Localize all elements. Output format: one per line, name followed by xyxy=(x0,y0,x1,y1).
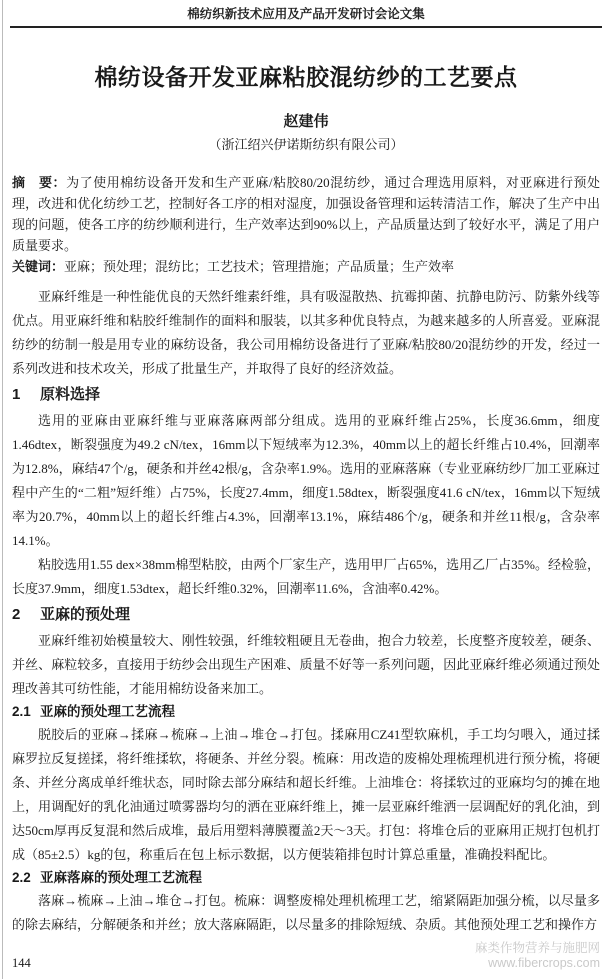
section-title: 原料选择 xyxy=(40,385,101,403)
page-footer xyxy=(12,941,600,971)
keywords-text: 亚麻；预处理；混纺比；工艺技术；管理措施；产品质量；生产效率 xyxy=(64,258,455,274)
subsection-number: 2.2 xyxy=(12,869,31,885)
paper-title: 棉纺设备开发亚麻粘胶混纺纱的工艺要点 xyxy=(94,63,518,90)
abstract-label: 摘 要： xyxy=(12,174,67,190)
section-number: 1 xyxy=(12,385,21,403)
abstract xyxy=(12,172,600,256)
intro-paragraph: 亚麻纤维是一种性能优良的天然纤维素纤维，具有吸湿散热、抗霉抑菌、抗静电防污、防紫外线等优点。用亚麻纤维和粘胶纤维制作的面料和服装，以其多种优良特点，为越来越多的人所喜爱。亚麻混纺纱的纺制一般是用专业的麻纺设备，我公司用棉纺设备进行了亚麻/粘胶80/20混纺纱的开发，经过一系列改进和技术攻关，形成了批量生产，并取得了良好的经济效益。 xyxy=(12,288,600,376)
body-text xyxy=(12,285,600,937)
page-left-edge xyxy=(2,0,3,979)
page-number: 144 xyxy=(12,955,31,970)
paragraph: 亚麻纤维初始模量较大、刚性较强，纤维较粗硬且无卷曲，抱合力较差，长度整齐度较差，硬条、并丝、麻粒较多，直接用于纺纱会出现生产困难、质量不好等一系列问题，因此亚麻纤维必须通过预处理改善其可纺性能，才能用棉纺设备来加工。 xyxy=(12,632,600,696)
paragraph: 落麻→梳麻→上油→堆仓→打包。梳麻：调整废棉处理机梳理工艺，缩紧隔距加强分梳，以尽量多的除去麻结，分解硬条和并丝；放大落麻隔距，以尽量多的排除短绒、杂质。其他预处理工艺和操作方 xyxy=(12,892,600,932)
subsection-title: 亚麻落麻的预处理工艺流程 xyxy=(40,869,202,885)
section-number: 2 xyxy=(12,605,21,623)
paragraph: 选用的亚麻由亚麻纤维与亚麻落麻两部分组成。选用的亚麻纤维占25%，长度36.6mm，细度1.46dtex，断裂强度为49.2 cN/tex，16mm以下短绒率为12.3%，40mm以上的超长纤维占10.4%，回潮率为12.8%，麻结47个/g，硬条和并丝42根/g，含杂率1.9%。选用的亚麻落麻（专业亚麻纺纱厂加工亚麻过程中产生的“二粗”短纤维）占75%，长度27.4mm，细度1.58dtex，断裂强度41.6 cN/tex，16mm以下短绒率为20.7%，40mm以上的超长纤维占4.3%，回潮率13.1%，麻结486个/g，硬条和并丝11根/g，含杂率14.1%。 xyxy=(12,412,600,548)
abstract-text: 为了使用棉纺设备开发和生产亚麻/粘胶80/20混纺纱，通过合理选用原料，对亚麻进行预处理，改进和优化纺纱工艺，控制好各工序的相对湿度，加强设备管理和运转清洁工作，解决了生产中出现的问题，使各工序的纺纱顺利进行，生产效率达到90%以上，产品质量达到了较好水平，满足了用户质量要求。 xyxy=(12,174,600,253)
section-heading-1 xyxy=(12,381,600,409)
paragraph: 脱胶后的亚麻→揉麻→梳麻→上油→堆仓→打包。揉麻用CZ41型软麻机，手工均匀喂入，通过揉麻罗拉反复搓揉，将纤维揉软，将硬条、并丝分裂。梳麻：用改造的废棉处理梳理机进行预分梳，将硬条、并丝分离成单纤维状态，同时除去部分麻结和超长纤维。上油堆仓：将揉软过的亚麻均匀的摊在地上，用调配好的乳化油通过喷雾器均匀的洒在亚麻纤维上，摊一层亚麻纤维洒一层调配好的乳化油，到达50cm厚再反复混和然后成堆，最后用塑料薄膜覆盖2天～3天。打包：将堆仓后的亚麻用正规打包机打成（85±2.5）kg的包，称重后在包上标示数据，以方便装箱排包时计算总重量，准确投料配比。 xyxy=(12,726,600,862)
author: 赵建伟 xyxy=(283,113,329,130)
subsection-heading-2-1 xyxy=(12,701,600,723)
subsection-heading-2-2 xyxy=(12,867,600,889)
section-title: 亚麻的预处理 xyxy=(40,605,131,623)
subsection-number: 2.1 xyxy=(12,703,31,719)
paragraph: 粘胶选用1.55 dex×38mm棉型粘胶，由两个厂家生产，选用甲厂占65%，选用乙厂占35%。经检验，长度37.9mm，细度1.53dtex，超长纤维0.32%，回潮率11.6%，含油率0.42%。 xyxy=(12,556,600,596)
watermark-line-2: www.fibercrops.com xyxy=(488,955,600,970)
watermark xyxy=(475,941,600,971)
subsection-title: 亚麻的预处理工艺流程 xyxy=(40,703,175,719)
header-rule xyxy=(10,26,602,28)
keywords-label: 关键词： xyxy=(12,258,65,274)
section-heading-2 xyxy=(12,601,600,629)
running-header: 棉纺织新技术应用及产品开发研讨会论文集 xyxy=(187,7,425,21)
keywords xyxy=(12,256,600,277)
affiliation: （浙江绍兴伊诺斯纺织有限公司） xyxy=(208,136,404,152)
watermark-line-1: 麻类作物营养与施肥网 xyxy=(474,940,600,955)
